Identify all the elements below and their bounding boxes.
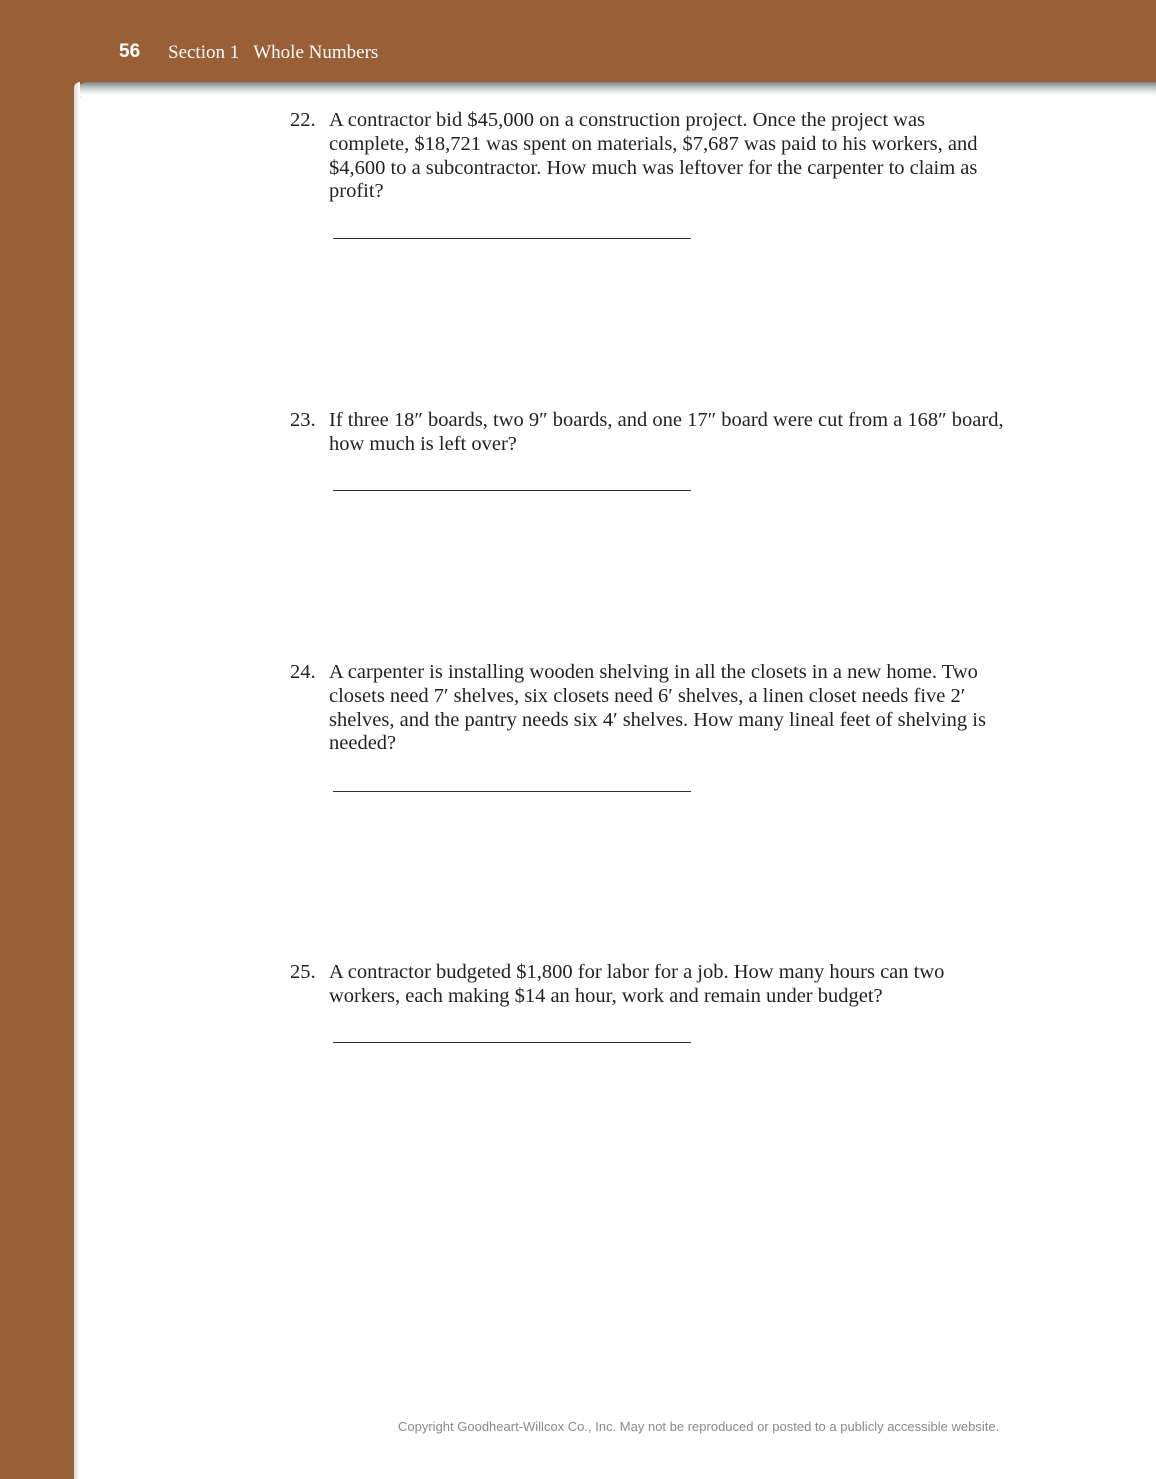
section-label: Section 1	[168, 42, 240, 63]
problem-text: A contractor bid $45,000 on a construction project. Once the project was complete, $18,721 was spent on materials, $7,687 was paid to his workers, and $4,600 to a subcontractor. How much was leftover for the carpenter to claim as profit?	[329, 109, 978, 203]
answer-line-23[interactable]	[333, 490, 691, 491]
problem-25	[290, 961, 1020, 1009]
running-head	[168, 42, 378, 64]
answer-line-24[interactable]	[333, 791, 691, 792]
answer-line-22[interactable]	[333, 238, 691, 239]
problem-22	[290, 109, 1020, 204]
problem-number: 25.	[290, 961, 316, 983]
page-number: 56	[119, 41, 141, 62]
copyright-notice: Copyright Goodheart-Willcox Co., Inc. May not be reproduced or posted to a publicly accessible website.	[398, 1419, 1000, 1434]
problem-number: 23.	[290, 409, 316, 431]
page-body	[74, 82, 1156, 1479]
problem-text: A contractor budgeted $1,800 for labor for a job. How many hours can two workers, each making $14 an hour, work and remain under budget?	[329, 961, 945, 1007]
problem-text: If three 18″ boards, two 9″ boards, and one 17″ board were cut from a 168″ board, how much is left over?	[329, 409, 1004, 455]
problem-23	[290, 409, 1020, 457]
problem-24	[290, 661, 1020, 756]
problem-number: 22.	[290, 109, 316, 131]
page-header	[0, 0, 1156, 82]
answer-line-25[interactable]	[333, 1042, 691, 1043]
section-title: Whole Numbers	[253, 42, 379, 63]
problem-text: A carpenter is installing wooden shelving in all the closets in a new home. Two closets need 7′ shelves, six closets need 6′ shelves, a linen closet needs five 2′ shelves, and the pantry needs six 4′ shelves. How many lineal feet of shelving is needed?	[329, 661, 986, 755]
problem-number: 24.	[290, 661, 316, 683]
